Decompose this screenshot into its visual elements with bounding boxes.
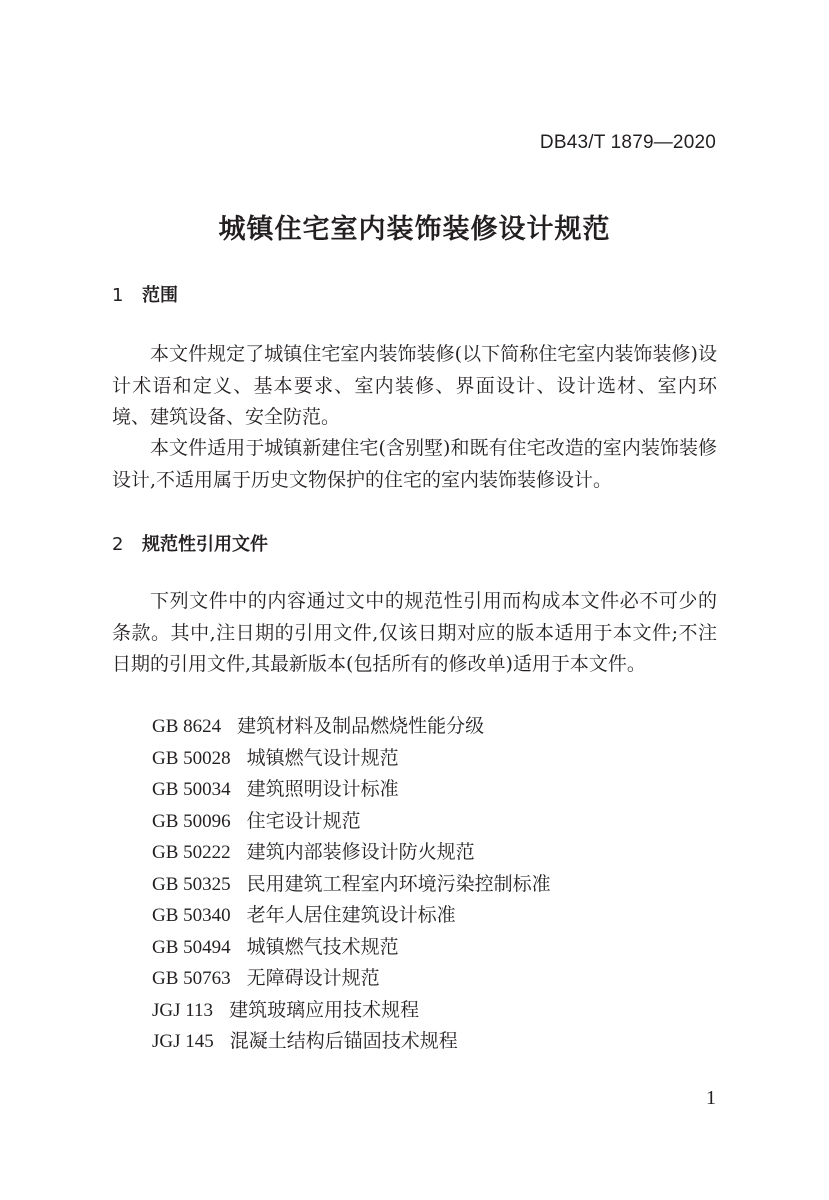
reference-code: JGJ 145 [152,1031,214,1052]
reference-item [152,869,551,901]
reference-title: 老年人居住建筑设计标准 [246,904,456,926]
section-title: 范围 [142,285,178,306]
reference-code: GB 50325 [152,873,231,895]
reference-title: 建筑玻璃应用技术规程 [229,998,420,1021]
reference-item [152,711,551,743]
reference-code: GB 50222 [152,842,231,863]
section-heading-normative-references [112,530,268,556]
scope-paragraph-1: 本文件规定了城镇住宅室内装饰装修(以下简称住宅室内装饰装修)设计术语和定义、基本要求、室内装修、界面设计、设计选材、室内环境、建筑设备、安全防范。 [112,343,717,428]
reference-item [152,963,551,995]
reference-item [152,932,551,964]
section-number: 2 [112,534,124,555]
reference-code: GB 50494 [152,936,231,958]
reference-item [152,1026,551,1058]
reference-code: JGJ 113 [152,999,214,1021]
reference-title: 建筑材料及制品燃烧性能分级 [237,715,485,737]
reference-item [152,774,551,806]
reference-title: 城镇燃气设计规范 [246,746,399,769]
reference-item [152,743,551,775]
reference-item [152,995,551,1027]
reference-code: GB 50096 [152,810,231,832]
section-number: 1 [112,285,124,306]
document-code: DB43/T 1879—2020 [539,132,716,153]
section-heading-scope [112,281,178,307]
reference-item [152,900,551,932]
reference-code: GB 50340 [152,905,231,926]
scope-paragraph-2: 本文件适用于城镇新建住宅(含别墅)和既有住宅改造的室内装饰装修设计,不适用属于历史文物保护的住宅的室内装饰装修设计。 [112,437,717,491]
reference-code: GB 50034 [152,779,231,800]
reference-title: 建筑照明设计标准 [246,778,399,800]
reference-title: 民用建筑工程室内环境污染控制标准 [246,872,551,895]
reference-title: 城镇燃气技术规范 [246,935,399,958]
document-title: 城镇住宅室内装饰装修设计规范 [218,214,611,245]
reference-title: 无障碍设计规范 [246,967,380,989]
reference-item [152,806,551,838]
reference-code: GB 50028 [152,747,231,769]
reference-code: GB 8624 [152,716,222,737]
references-intro-paragraph: 下列文件中的内容通过文中的规范性引用而构成本文件必不可少的条款。其中,注日期的引用文件,仅该日期对应的版本适用于本文件;不注日期的引用文件,其最新版本(包括所有的修改单)适用于本文件。 [112,590,717,675]
reference-list [152,711,551,1058]
reference-title: 建筑内部装修设计防火规范 [246,841,475,863]
reference-item [152,837,551,869]
section-title: 规范性引用文件 [142,534,268,555]
reference-title: 住宅设计规范 [246,809,361,832]
reference-code: GB 50763 [152,968,231,989]
reference-title: 混凝土结构后锚固技术规程 [229,1030,458,1052]
page-number: 1 [706,1087,716,1109]
